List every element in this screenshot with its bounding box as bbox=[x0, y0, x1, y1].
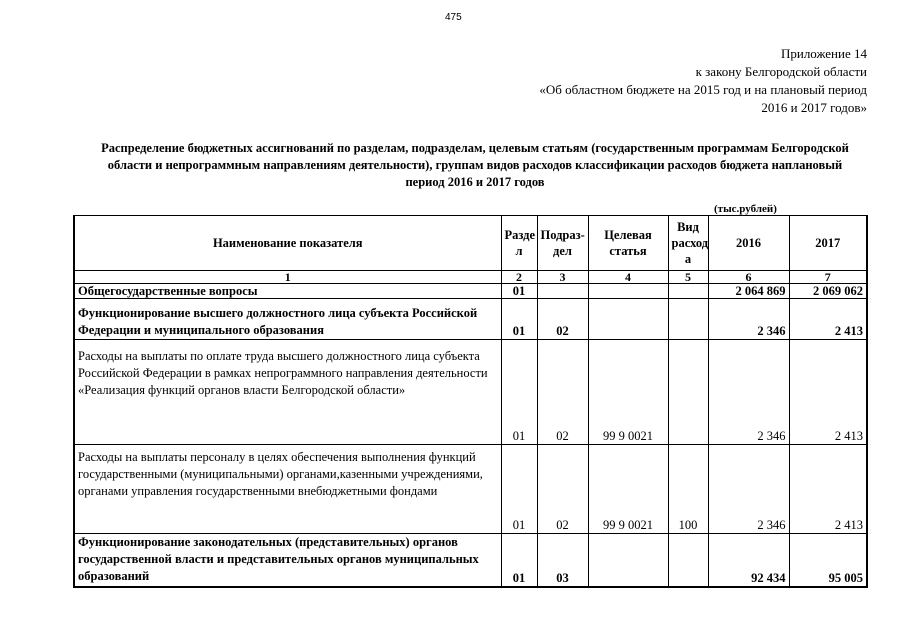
row-2017: 2 413 bbox=[789, 299, 867, 340]
row-2017: 95 005 bbox=[789, 534, 867, 588]
row-section: 01 bbox=[501, 340, 537, 445]
col-number: 6 bbox=[708, 271, 789, 284]
row-2016: 2 346 bbox=[708, 299, 789, 340]
units-label: (тыс.рублей) bbox=[714, 203, 777, 215]
row-subsection bbox=[537, 284, 588, 299]
document-title: Распределение бюджетных ассигнований по разделам, подразделам, целевым статьям (государственным программам Белгородской области и непрограммным направлениям деятельности), группам видов расходов классификации расходов бюджета наплановый период 2016 и 2017 годов bbox=[101, 141, 849, 189]
appendix-line-4: 2016 и 2017 годов» bbox=[761, 100, 867, 115]
row-name: Общегосударственные вопросы bbox=[74, 284, 501, 299]
row-target bbox=[588, 284, 668, 299]
row-subsection: 02 bbox=[537, 340, 588, 445]
appendix-line-2: к закону Белгородской области bbox=[695, 64, 867, 79]
table-row bbox=[74, 284, 867, 299]
row-section: 01 bbox=[501, 284, 537, 299]
table-header-row bbox=[74, 216, 867, 271]
row-2017: 2 413 bbox=[789, 340, 867, 445]
row-name: Расходы на выплаты по оплате труда высшего должностного лица субъекта Российской Федерации в рамках непрограммного направления деятельности «Реализация функций органов власти Белгородской области» bbox=[74, 340, 501, 445]
table-row bbox=[74, 445, 867, 534]
header-name: Наименование показателя bbox=[74, 216, 501, 271]
header-target: Целевая статья bbox=[588, 216, 668, 271]
row-target bbox=[588, 534, 668, 588]
page-number: 475 bbox=[445, 12, 462, 23]
col-number: 4 bbox=[588, 271, 668, 284]
appendix-line-1: Приложение 14 bbox=[780, 46, 867, 61]
row-subsection: 03 bbox=[537, 534, 588, 588]
row-kind bbox=[668, 534, 708, 588]
row-kind: 100 bbox=[668, 445, 708, 534]
row-subsection: 02 bbox=[537, 299, 588, 340]
row-section: 01 bbox=[501, 534, 537, 588]
budget-table bbox=[73, 215, 868, 588]
row-2017: 2 069 062 bbox=[789, 284, 867, 299]
header-kind: Вид расход а bbox=[668, 216, 708, 271]
column-number-row bbox=[74, 271, 867, 284]
row-section: 01 bbox=[501, 299, 537, 340]
row-kind bbox=[668, 284, 708, 299]
row-kind bbox=[668, 340, 708, 445]
col-number: 1 bbox=[74, 271, 501, 284]
appendix-line-3: «Об областном бюджете на 2015 год и на плановый период bbox=[539, 82, 867, 97]
row-subsection: 02 bbox=[537, 445, 588, 534]
table-row bbox=[74, 299, 867, 340]
row-section: 01 bbox=[501, 445, 537, 534]
row-target: 99 9 0021 bbox=[588, 445, 668, 534]
row-name: Функционирование законодательных (представительных) органов государственной власти и представительных органов муниципальных образований bbox=[74, 534, 501, 588]
row-2016: 2 346 bbox=[708, 340, 789, 445]
col-number: 7 bbox=[789, 271, 867, 284]
row-2017: 2 413 bbox=[789, 445, 867, 534]
row-2016: 92 434 bbox=[708, 534, 789, 588]
header-subsection: Подраз- дел bbox=[537, 216, 588, 271]
row-target bbox=[588, 299, 668, 340]
header-section: Разде л bbox=[501, 216, 537, 271]
row-target: 99 9 0021 bbox=[588, 340, 668, 445]
col-number: 5 bbox=[668, 271, 708, 284]
table-row bbox=[74, 534, 867, 588]
appendix-header bbox=[539, 45, 867, 117]
col-number: 2 bbox=[501, 271, 537, 284]
header-2017: 2017 bbox=[789, 216, 867, 271]
row-name: Расходы на выплаты персоналу в целях обеспечения выполнения функций государственными (муниципальными) органами,казенными учреждениями, органами управления государственными внебюджетными фондами bbox=[74, 445, 501, 534]
header-2016: 2016 bbox=[708, 216, 789, 271]
row-2016: 2 064 869 bbox=[708, 284, 789, 299]
row-name: Функционирование высшего должностного лица субъекта Российской Федерации и муниципального образования bbox=[74, 299, 501, 340]
table-row bbox=[74, 340, 867, 445]
col-number: 3 bbox=[537, 271, 588, 284]
row-kind bbox=[668, 299, 708, 340]
row-2016: 2 346 bbox=[708, 445, 789, 534]
